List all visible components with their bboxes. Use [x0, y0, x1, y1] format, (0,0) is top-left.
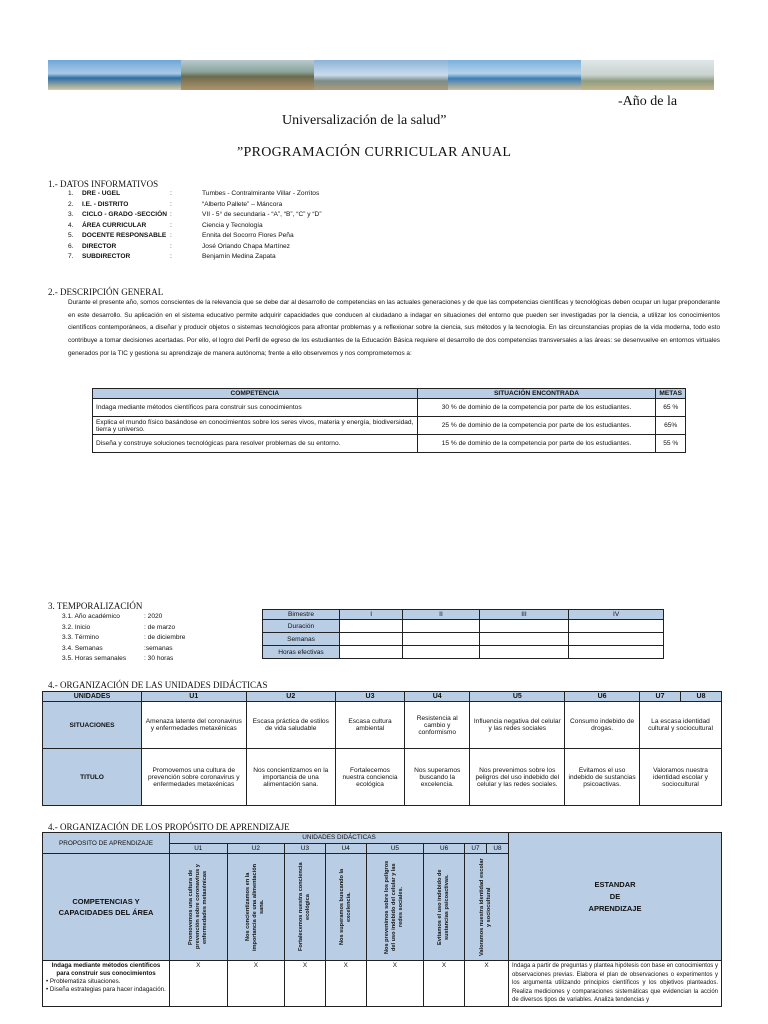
- header-banner: [48, 60, 714, 90]
- descripcion-paragraph: Durante el presente año, somos conscientes de la relevancia que se debe dar al desarrollo de competencias en las actuales generaciones y de que las competencias científicas y tecnológicas deben ocupar un lugar preponderante en este desarrollo. Su aplicación en el sistema educativo permite adquirir capacidades que conducen al ciudadano a indagar en situaciones del entorno que pueden ser investigadas por la ciencia, a utilizar los conocimientos científicos contemporáneos, a diseñar y producir objetos o sistemas tecnológicos para afrontar problemas y a reflexionar sobre la ciencia, sus métodos y la tecnología. En las circunstancias propias de la vida moderna, todo esto contribuye a tomar decisiones acertadas. Por ello, el logro del Perfil de egreso de los estudiantes de la Educación Básica requiere el desarrollo de dos competencias transversales a las áreas: se desenvuelve en entornos virtuales generados por la TIC y gestiona su aprendizaje de manera autónoma; frente a ello observemos y nos comprometemos a:: [68, 299, 720, 357]
- unit-title-cell: [227, 854, 285, 961]
- unit-header-cell: U4: [325, 843, 366, 854]
- mark-cell: X: [325, 961, 366, 1007]
- datos-number: 5.: [68, 232, 74, 239]
- unidades-didacticas-label: UNIDADES DIDÁCTICAS: [170, 833, 509, 844]
- bimestre-header-row: [263, 610, 664, 620]
- unit-title-cell: [325, 854, 366, 961]
- page-title: ”PROGRAMACIÓN CURRICULAR ANUAL: [237, 145, 512, 160]
- estandar-text: Indaga a partir de preguntas y plantea hipótesis con base en conocimientos y observaciones previas. Elabora el plan de observaciones o experimentos y los argumenta utilizando principios científicos y los objetivos planteados. Realiza mediciones y comparaciones sistemáticas que evidencian la acción de diversos tipos de variables. Analiza tendencias y: [509, 961, 722, 1007]
- bimestre-row-label: Horas efectivas: [263, 646, 340, 659]
- year-line-2: Universalización de la salud”: [282, 113, 447, 128]
- situacion-cell: Influencia negativa del celular y las redes sociales: [470, 702, 565, 749]
- unidades-header-cell: U7: [640, 692, 681, 702]
- unit-vertical-title: Evitamos el uso indebido de sustancias psicoactivas.: [437, 869, 451, 945]
- propositos-table: [42, 832, 722, 1007]
- bimestre-cell: [340, 633, 403, 646]
- bimestre-header-cell: Bimestre: [263, 610, 340, 620]
- datos-number: 1.: [68, 190, 74, 197]
- competencia-row: [93, 435, 686, 453]
- titulo-cell: Evitamos el uso indebido de sustancias psicoactivas.: [565, 749, 640, 806]
- bimestre-row-label: Duración: [263, 620, 340, 633]
- estandar-label: APRENDIZAJE: [588, 903, 642, 913]
- datos-colon: :: [170, 211, 172, 218]
- proposito-label: PROPOSITO DE APRENDIZAJE: [43, 833, 170, 854]
- bimestre-header-cell: II: [403, 610, 479, 620]
- mark-cell: X: [464, 961, 508, 1007]
- unit-vertical-title: Promovemos una cultura de prevención sobre coronavirus y enfermedades metaxénicas: [187, 864, 208, 950]
- datos-colon: :: [170, 190, 172, 197]
- unit-vertical-title: Fortalecemos nuestra conciencia ecológica: [297, 862, 311, 952]
- competencia-cell: Diseña y construye soluciones tecnológicas para resolver problemas de su entorno.: [93, 435, 418, 453]
- bimestre-row: [263, 633, 664, 646]
- datos-number: 4.: [68, 221, 74, 229]
- unit-vertical-title: Nos prevenimos sobre los peligros del uso indebido del celular y las redes sociales.: [384, 860, 405, 954]
- datos-number: 7.: [68, 253, 74, 260]
- datos-colon: :: [170, 242, 172, 250]
- datos-value: Ciencia y Tecnología: [202, 221, 263, 229]
- bimestre-header-cell: IV: [569, 610, 664, 620]
- unit-title-cell: [366, 854, 424, 961]
- datos-item: [68, 221, 322, 232]
- bimestre-cell: [403, 633, 479, 646]
- bimestre-cell: [479, 633, 569, 646]
- competencia-name: Indaga mediante métodos científicos para construir sus conocimientos: [51, 962, 161, 977]
- datos-number: 6.: [68, 242, 74, 250]
- datos-item: [68, 189, 322, 200]
- bimestre-row: [263, 620, 664, 633]
- descripcion-heading: 2.- DESCRIPCIÓN GENERAL: [48, 287, 164, 297]
- titulo-cell: Fortalecemos nuestra conciencia ecológica: [335, 749, 404, 806]
- unit-title-cell: [464, 854, 508, 961]
- capacidad-2: • Diseña estrategias para hacer indagación.: [46, 986, 166, 993]
- titulo-cell: Nos concientizamos en la importancia de una alimentación sana.: [246, 749, 335, 806]
- temporalizacion-label: 3.1. Año académico: [62, 613, 120, 620]
- situacion-cell: Escasa cultura ambiental: [335, 702, 404, 749]
- titulo-cell: Nos prevenimos sobre los peligros del uso indebido del celular y las redes sociales.: [470, 749, 565, 806]
- datos-number: 2.: [68, 200, 74, 208]
- unidades-header-cell: U5: [470, 692, 565, 702]
- datos-number: 3.: [68, 211, 74, 218]
- unit-header-cell: U7: [464, 843, 486, 854]
- col-situacion: SITUACIÓN ENCONTRADA: [417, 389, 656, 399]
- situacion-cell: 30 % de dominio de la competencia por parte de los estudiantes.: [417, 399, 656, 417]
- temporalizacion-value: : 2020: [144, 613, 163, 620]
- unit-title-cell: [285, 854, 326, 961]
- datos-label: DIRECTOR: [82, 242, 117, 250]
- temporalizacion-item: [62, 644, 185, 655]
- datos-item: [68, 242, 322, 253]
- unit-vertical-title: Nos concientizamos en la importancia de una alimentación sana.: [245, 863, 266, 951]
- competencia-cell: Indaga mediante métodos científicos para construir sus conocimientos: [93, 399, 418, 417]
- beach-photo: [48, 60, 181, 90]
- situacion-cell: 25 % de dominio de la competencia por parte de los estudiantes.: [417, 417, 656, 435]
- temporalizacion-value: : de diciembre: [144, 634, 186, 641]
- titulo-label: TITULO: [43, 749, 142, 806]
- datos-value: Benjamín Medina Zapata: [202, 253, 276, 260]
- datos-item: [68, 252, 322, 263]
- arch-photo: [314, 60, 447, 90]
- unidades-header-cell: U2: [246, 692, 335, 702]
- situaciones-row: [43, 702, 722, 749]
- datos-colon: :: [170, 253, 172, 260]
- situacion-cell: Resistencia al cambio y conformismo: [405, 702, 470, 749]
- mark-cell: X: [424, 961, 465, 1007]
- situacion-cell: 15 % de dominio de la competencia por parte de los estudiantes.: [417, 435, 656, 453]
- datos-label: I.E. - DISTRITO: [82, 200, 129, 208]
- estandar-label: DE: [609, 891, 621, 901]
- unidades-header-row: [43, 692, 722, 702]
- competencia-row: [93, 399, 686, 417]
- bimestre-cell: [403, 620, 479, 633]
- meta-cell: 65%: [656, 417, 686, 435]
- competencia-capacidades-cell: [43, 961, 170, 1007]
- titulo-cell: Valoramos nuestra identidad escolar y sociocultural: [640, 749, 722, 806]
- unidades-header-cell: U4: [405, 692, 470, 702]
- datos-item: [68, 200, 322, 211]
- competencia-cell: Explica el mundo físico basándose en conocimientos sobre los seres vivos, materia y energía, biodiversidad, tierra y universo.: [93, 417, 418, 435]
- capacidad-1: • Problematiza situaciones.: [46, 978, 121, 985]
- temporalizacion-item: [62, 633, 185, 644]
- competencia-row-1: [43, 961, 722, 1007]
- datos-item: [68, 210, 322, 221]
- temporalizacion-label: 3.3. Término: [62, 634, 99, 641]
- temporalizacion-value: :semanas: [144, 644, 173, 652]
- bimestre-row-label: Semanas: [263, 633, 340, 646]
- unit-title-cell: [424, 854, 465, 961]
- unit-header-cell: U6: [424, 843, 465, 854]
- datos-colon: :: [170, 200, 172, 208]
- bimestre-cell: [340, 646, 403, 659]
- temporalizacion-item: [62, 612, 185, 623]
- titulo-cell: Nos superamos buscando la excelencia.: [405, 749, 470, 806]
- bimestre-cell: [479, 620, 569, 633]
- situacion-cell: Escasa práctica de estilos de vida saludable: [246, 702, 335, 749]
- datos-label: DOCENTE RESPONSABLE: [82, 232, 167, 239]
- unit-header-cell: U5: [366, 843, 424, 854]
- datos-value: “Alberto Pallete” – Máncora: [202, 200, 283, 208]
- unit-header-cell: U2: [227, 843, 285, 854]
- datos-value: Tumbes - Contralmirante Villar - Zorritos: [202, 190, 320, 197]
- temporalizacion-label: 3.4. Semanas: [62, 644, 103, 652]
- unidades-table: [42, 691, 722, 806]
- competencias-table: [92, 388, 686, 453]
- unit-header-cell: U1: [170, 843, 228, 854]
- estandar-label: ESTANDAR: [594, 879, 636, 889]
- bimestre-header-cell: III: [479, 610, 569, 620]
- shore-photo: [448, 60, 581, 90]
- col-competencia: COMPETENCIA: [93, 389, 418, 399]
- datos-value: Ennita del Socorro Flores Peña: [202, 232, 294, 239]
- bimestre-cell: [340, 620, 403, 633]
- bimestre-cell: [479, 646, 569, 659]
- unit-vertical-title: Nos superamos buscando la excelencia.: [338, 868, 352, 946]
- bimestre-table: [262, 609, 664, 659]
- meta-cell: 65 %: [656, 399, 686, 417]
- bimestre-cell: [569, 620, 664, 633]
- datos-label: DRE - UGEL: [82, 190, 121, 197]
- year-line-1: -Año de la: [618, 94, 678, 109]
- datos-heading: 1.- DATOS INFORMATIVOS: [48, 179, 159, 189]
- temporalizacion-value: : de marzo: [144, 623, 176, 631]
- datos-label: CICLO - GRADO -SECCIÓN: [82, 211, 167, 218]
- datos-value: José Orlando Chapa Martínez: [202, 242, 290, 250]
- unit-vertical-title: Valoramos nuestra identidad escolar y sociocultural: [479, 858, 493, 956]
- datos-value: VII - 5° de secundaria - “A”, “B”, “C” y “D”: [202, 211, 322, 218]
- bimestre-row: [263, 646, 664, 659]
- unit-header-cell: U8: [486, 843, 508, 854]
- propositos-header-row: [43, 833, 722, 844]
- unit-title-cell: [170, 854, 228, 961]
- datos-colon: :: [170, 221, 172, 229]
- bimestre-header-cell: I: [340, 610, 403, 620]
- mark-cell: X: [366, 961, 424, 1007]
- unidades-heading: 4.- ORGANIZACIÓN DE LAS UNIDADES DIDÁCTICAS: [48, 680, 268, 690]
- unidades-header-cell: U6: [565, 692, 640, 702]
- unidades-header-cell: U8: [681, 692, 722, 702]
- competencias-label: COMPETENCIAS Y CAPACIDADES DEL ÁREA: [43, 854, 170, 961]
- estandar-cell: [509, 833, 722, 961]
- situacion-cell: La escasa identidad cultural y sociocultural: [640, 702, 722, 749]
- town-photo: [181, 60, 314, 90]
- mark-cell: X: [285, 961, 326, 1007]
- datos-colon: :: [170, 232, 172, 239]
- unidades-header-cell: U3: [335, 692, 404, 702]
- meta-cell: 55 %: [656, 435, 686, 453]
- titulo-cell: Promovemos una cultura de prevención sobre coronavirus y enfermedades metaxénicas: [142, 749, 247, 806]
- temporalizacion-heading: 3. TEMPORALIZACIÓN: [48, 601, 143, 611]
- datos-label: ÁREA CURRICULAR: [82, 221, 147, 229]
- situacion-cell: Consumo indebido de drogas.: [565, 702, 640, 749]
- temporalizacion-list: [62, 612, 185, 665]
- col-metas: METAS: [656, 389, 686, 399]
- unit-header-cell: U3: [285, 843, 326, 854]
- situaciones-label: SITUACIONES: [43, 702, 142, 749]
- temporalizacion-label: 3.5. Horas semanales: [62, 655, 127, 662]
- competencia-row: [93, 417, 686, 435]
- bimestre-cell: [569, 633, 664, 646]
- situacion-cell: Amenaza latente del coronavirus y enfermedades metaxénicas: [142, 702, 247, 749]
- temporalizacion-value: : 30 horas: [144, 655, 174, 662]
- unidades-header-cell: U1: [142, 692, 247, 702]
- propositos-heading: 4.- ORGANIZACIÓN DE LOS PROPÓSITO DE APRENDIZAJE: [48, 822, 290, 832]
- datos-list: [68, 189, 322, 263]
- unidades-header-cell: UNIDADES: [43, 692, 142, 702]
- titulo-row: [43, 749, 722, 806]
- datos-item: [68, 231, 322, 242]
- datos-label: SUBDIRECTOR: [82, 253, 131, 260]
- bimestre-cell: [569, 646, 664, 659]
- mark-cell: X: [170, 961, 228, 1007]
- bimestre-cell: [403, 646, 479, 659]
- temporalizacion-label: 3.2. Inicio: [62, 623, 91, 631]
- temporalizacion-item: [62, 654, 185, 665]
- mark-cell: X: [227, 961, 285, 1007]
- temporalizacion-item: [62, 623, 185, 634]
- lighthouse-photo: [581, 60, 714, 90]
